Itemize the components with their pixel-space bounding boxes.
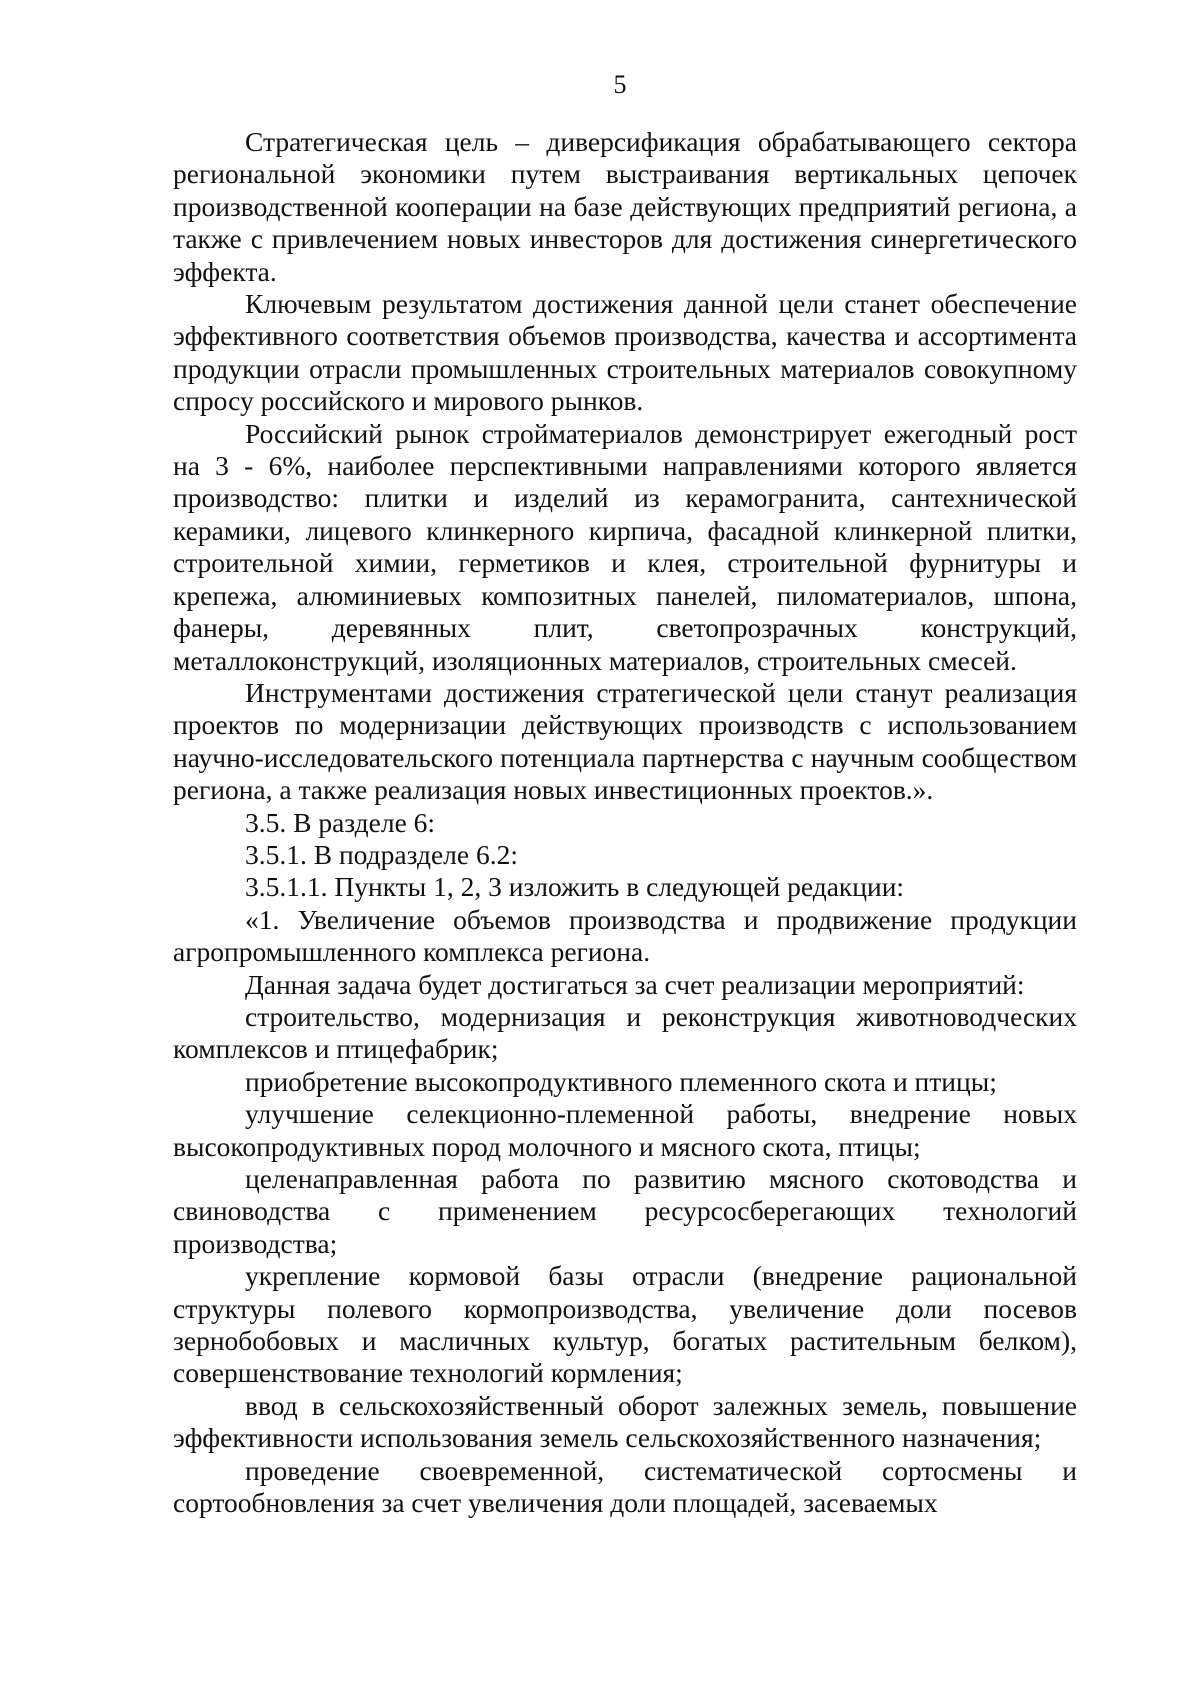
paragraph: Стратегическая цель – диверсификация обрабатывающего сектора региональной экономики путем выстраивания вертикальных цепочек производственной кооперации на базе действующих предприятий региона, а также с привлечением новых инвесторов для достижения синергетического эффекта. [173,126,1077,287]
list-item: приобретение высокопродуктивного племенного скота и птицы; [245,1065,997,1097]
list-item: укрепление кормовой базы отрасли (внедрение рациональной структуры полевого кормопроизводства, увеличение доли посевов зернобобовых и масличных культур, богатых растительным белком), совершенствование технологий кормления; [173,1260,1077,1389]
clause-heading: 3.5.1.1. Пункты 1, 2, 3 изложить в следующей редакции: [245,871,905,903]
document-body [173,126,1077,1519]
page-number: 5 [613,70,627,99]
subsection-heading: 3.5.1. В подразделе 6.2: [245,838,518,870]
section-heading: 3.5. В разделе 6: [245,806,436,838]
paragraph: «1. Увеличение объемов производства и продвижение продукции агропромышленного комплекса региона. [173,903,1077,968]
list-item: ввод в сельскохозяйственный оборот залежных земель, повышение эффективности использования земель сельскохозяйственного назначения; [173,1389,1077,1454]
paragraph: Данная задача будет достигаться за счет реализации мероприятий: [245,968,1025,1000]
paragraph: Ключевым результатом достижения данной цели станет обеспечение эффективного соответствия объемов производства, качества и ассортимента продукции отрасли промышленных строительных материалов совокупному спросу российского и мирового рынков. [173,288,1077,417]
list-item: улучшение селекционно-племенной работы, внедрение новых высокопродуктивных пород молочного и мясного скота, птицы; [173,1098,1077,1162]
list-item: строительство, модернизация и реконструкция животноводческих комплексов и птицефабрик; [173,1000,1077,1065]
paragraph: Инструментами достижения стратегической цели станут реализация проектов по модернизации действующих производств с использованием научно-исследовательского потенциала партнерства с научным сообществом региона, а также реализация новых инвестиционных проектов.». [173,676,1077,806]
paragraph: Российский рынок стройматериалов демонстрирует ежегодный рост на 3 - 6%, наиболее перспективными направлениями которого является производство: плитки и изделий из керамогранита, сантехнической керамики, лицевого клинкерного кирпича, фасадной клинкерной плитки, строительной химии, герметиков и клея, строительной фурнитуры и крепежа, алюминиевых композитных панелей, пиломатериалов, шпона, фанеры, деревянных плит, светопрозрачных конструкций, металлоконструкций, изоляционных материалов, строительных смесей. [173,417,1077,676]
list-item: целенаправленная работа по развитию мясного скотоводства и свиноводства с применением ресурсосберегающих технологий производства; [173,1163,1077,1259]
list-item: проведение своевременной, систематической сортосмены и сортообновления за счет увеличения доли площадей, засеваемых [173,1454,1077,1519]
